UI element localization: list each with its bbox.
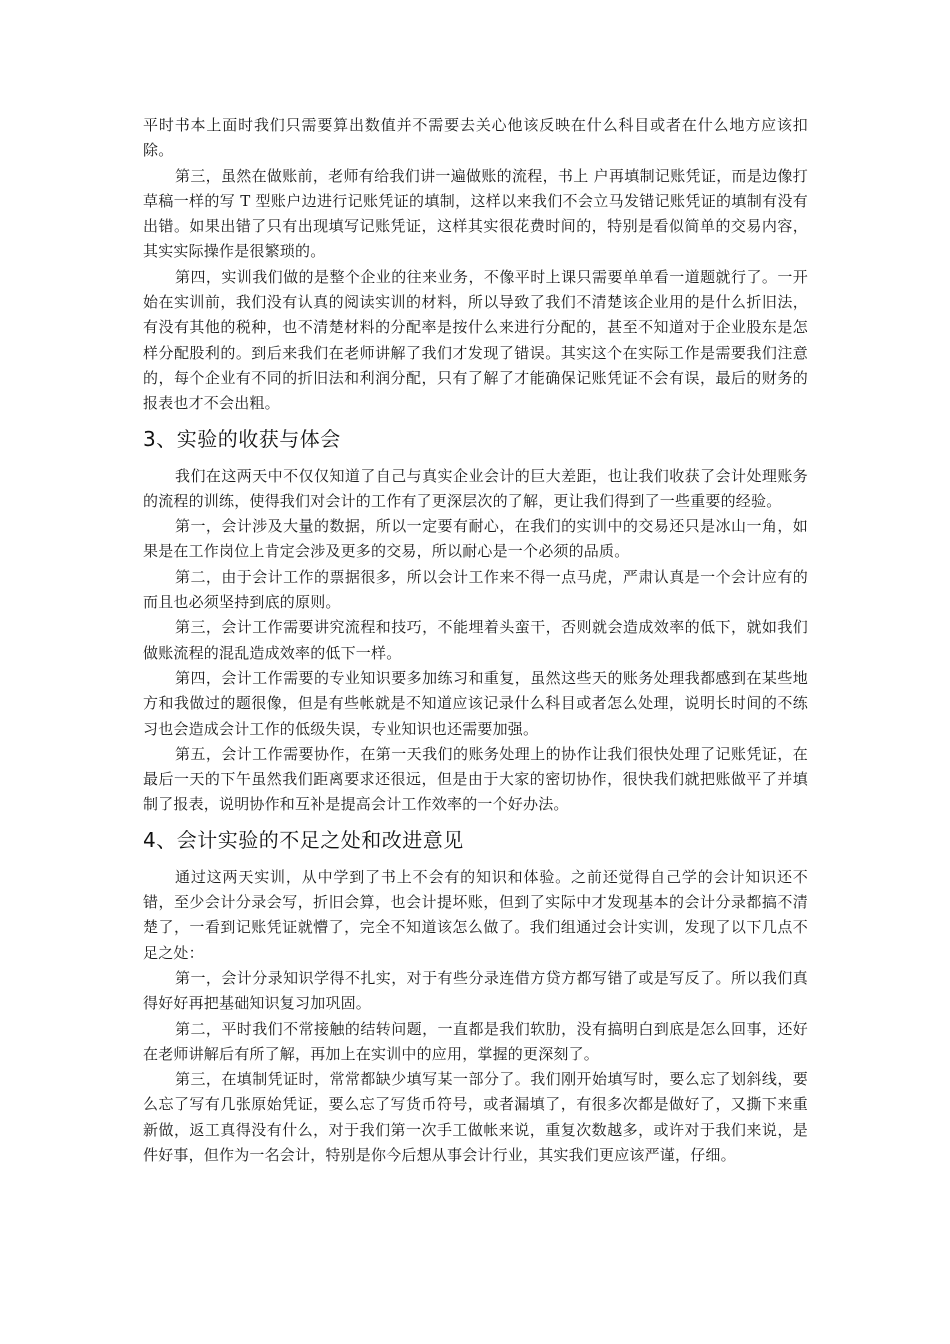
paragraph: 第一，会计分录知识学得不扎实，对于有些分录连借方贷方都写错了或是写反了。所以我们真得好好再把基础知识复习加巩固。 xyxy=(143,968,808,1013)
paragraph: 第三，会计工作需要讲究流程和技巧，不能埋着头蛮干，否则就会造成效率的低下，就如我们做账流程的混乱造成效率的低下一样。 xyxy=(143,618,808,662)
paragraph: 第四，实训我们做的是整个企业的往来业务，不像平时上课只需要单单看一道题就行了。一开始在实训前，我们没有认真的阅读实训的材料，所以导致了我们不清楚该企业用的是什么折旧法，有没有其他的税种，也不清楚材料的分配率是按什么来进行分配的，甚至不知道对于企业股东是怎样分配股利的。到后来我们在老师讲解了我们才发现了错误。其实这个在实际工作是需要我们注意的，每个企业有不同的折旧法和利润分配，只有了解了才能确保记账凭证不会有误，最后的财务的报表也才不会出粗。 xyxy=(143,267,808,413)
paragraph: 我们在这两天中不仅仅知道了自己与真实企业会计的巨大差距，也让我们收获了会计处理账务的流程的训练，使得我们对会计的工作有了更深层次的了解，更让我们得到了一些重要的经验。 xyxy=(143,466,808,510)
document-body xyxy=(143,113,808,1168)
section-heading-4: 4、会计实验的不足之处和改进意见 xyxy=(143,827,464,852)
paragraph: 第二，平时我们不常接触的结转问题，一直都是我们软肋，没有搞明白到底是怎么回事，还好在老师讲解后有所了解，再加上在实训中的应用，掌握的更深刻了。 xyxy=(143,1019,808,1063)
paragraph: 第二，由于会计工作的票据很多，所以会计工作来不得一点马虎，严肃认真是一个会计应有的而且也必须坚持到底的原则。 xyxy=(143,567,808,612)
section-heading-3: 3、实验的收获与体会 xyxy=(143,426,341,451)
paragraph: 第四，会计工作需要的专业知识要多加练习和重复，虽然这些天的账务处理我都感到在某些地方和我做过的题很像，但是有些帐就是不知道应该记录什么科目或者怎么处理，说明长时间的不练习也会造成会计工作的低级失误，专业知识也还需要加强。 xyxy=(143,668,808,738)
paragraph: 第一，会计涉及大量的数据，所以一定要有耐心，在我们的实训中的交易还只是冰山一角，如果是在工作岗位上肯定会涉及更多的交易，所以耐心是一个必须的品质。 xyxy=(143,517,808,561)
paragraph: 通过这两天实训，从中学到了书上不会有的知识和体验。之前还觉得自己学的会计知识还不错，至少会计分录会写，折旧会算，也会计提坏账，但到了实际中才发现基本的会计分录都搞不清楚了，一看到记账凭证就懵了，完全不知道该怎么做了。我们组通过会计实训，发现了以下几点不足之处： xyxy=(143,867,808,962)
paragraph: 第三，虽然在做账前，老师有给我们讲一遍做账的流程，书上 户再填制记账凭证，而是边像打草稿一样的写 T 型账户边进行记账凭证的填制，这样以来我们不会立马发错记账凭证的填制有没有出错。如果出错了只有出现填写记账凭证，这样其实很花费时间的，特别是看似简单的交易内容，其实实际操作是很繁琐的。 xyxy=(143,166,808,261)
paragraph: 第五，会计工作需要协作，在第一天我们的账务处理上的协作让我们很快处理了记账凭证，在最后一天的下午虽然我们距离要求还很远，但是由于大家的密切协作，很快我们就把账做平了并填制了报表，说明协作和互补是提高会计工作效率的一个好办法。 xyxy=(143,744,808,814)
paragraph: 平时书本上面时我们只需要算出数值并不需要去关心他该反映在什么科目或者在什么地方应该扣除。 xyxy=(143,116,808,160)
paragraph: 第三，在填制凭证时，常常都缺少填写某一部分了。我们刚开始填写时，要么忘了划斜线，要么忘了写有几张原始凭证，要么忘了写货币符号，或者漏填了，有很多次都是做好了，又撕下来重新做，返工真得没有什么，对于我们第一次手工做帐来说，重复次数越多，或许对于我们来说，是件好事，但作为一名会计，特别是你今后想从事会计行业，其实我们更应该严谨，仔细。 xyxy=(143,1070,808,1164)
